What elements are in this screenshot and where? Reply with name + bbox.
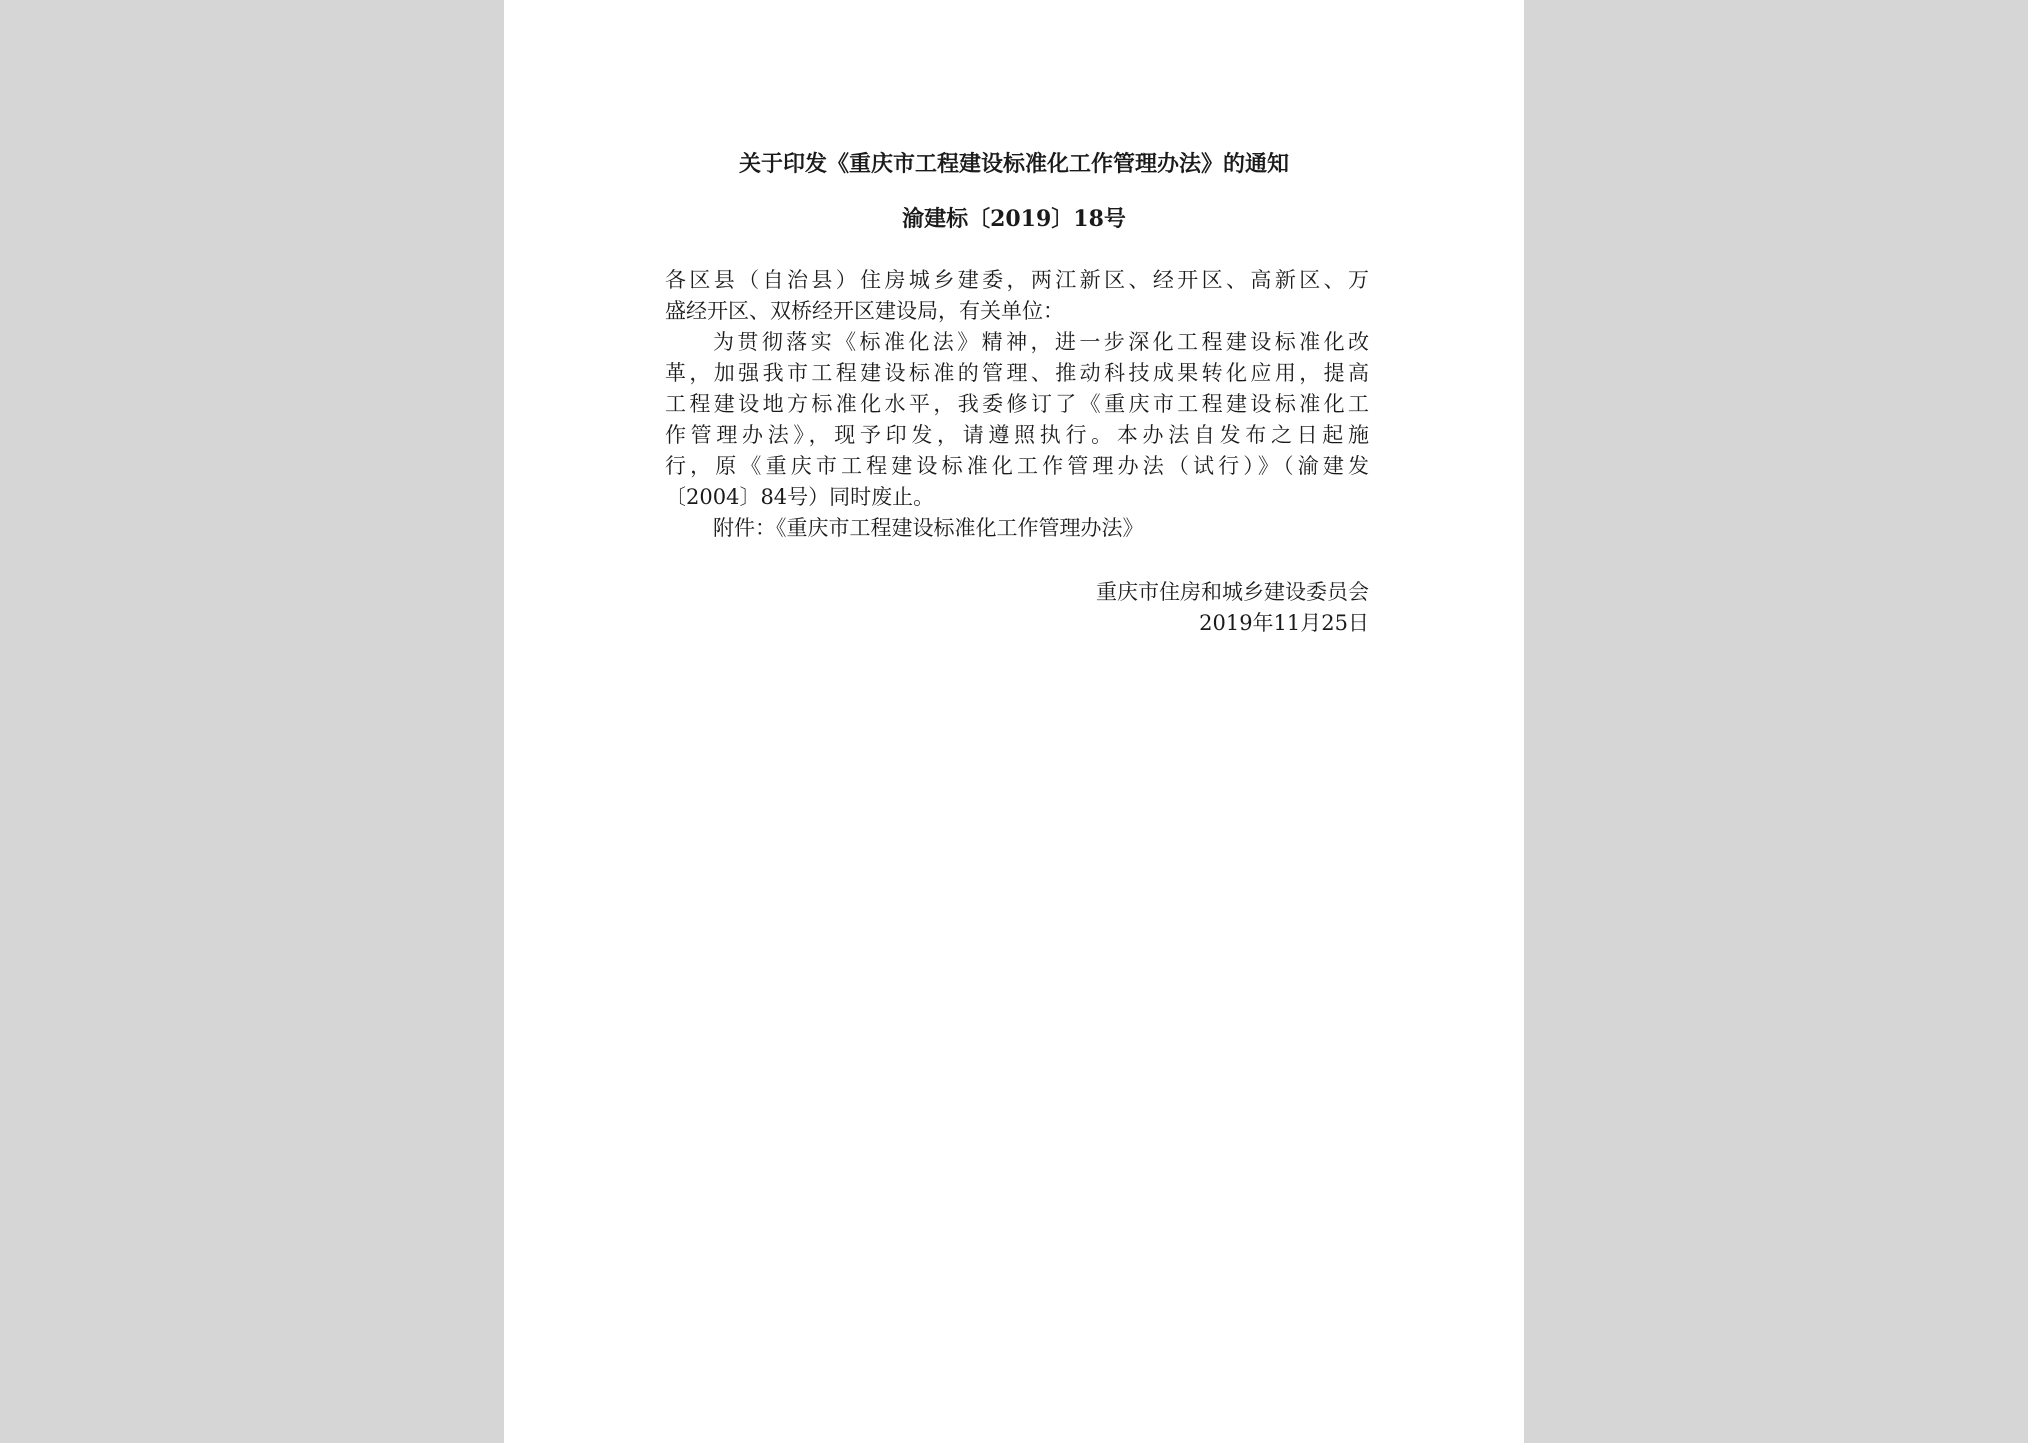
body-line: 工程建设地方标准化水平，我委修订了《重庆市工程建设标准化工 (665, 392, 1369, 416)
document-page (504, 0, 1524, 1443)
document-title: 关于印发《重庆市工程建设标准化工作管理办法》的通知 (738, 151, 1289, 177)
issuer-name: 重庆市住房和城乡建设委员会 (1096, 580, 1369, 604)
attachment-line: 附件：《重庆市工程建设标准化工作管理办法》 (713, 516, 1144, 540)
signature-block (665, 577, 1369, 639)
salutation-line: 盛经开区、双桥经开区建设局，有关单位： (665, 299, 1064, 323)
salutation-line: 各区县（自治县）住房城乡建委，两江新区、经开区、高新区、万 (665, 268, 1369, 292)
body-line: 革，加强我市工程建设标准的管理、推动科技成果转化应用，提高 (665, 361, 1369, 385)
body-line: 为贯彻落实《标准化法》精神，进一步深化工程建设标准化改 (713, 330, 1369, 354)
document-number: 渝建标〔2019〕18号 (902, 206, 1126, 232)
body-line: 行，原《重庆市工程建设标准化工作管理办法（试行）》（渝建发 (665, 454, 1369, 478)
issue-date: 2019年11月25日 (1199, 611, 1369, 635)
body-line: 作管理办法》，现予印发，请遵照执行。本办法自发布之日起施 (665, 423, 1369, 447)
document-body (665, 265, 1369, 544)
body-line: 〔2004〕84号）同时废止。 (665, 485, 935, 509)
